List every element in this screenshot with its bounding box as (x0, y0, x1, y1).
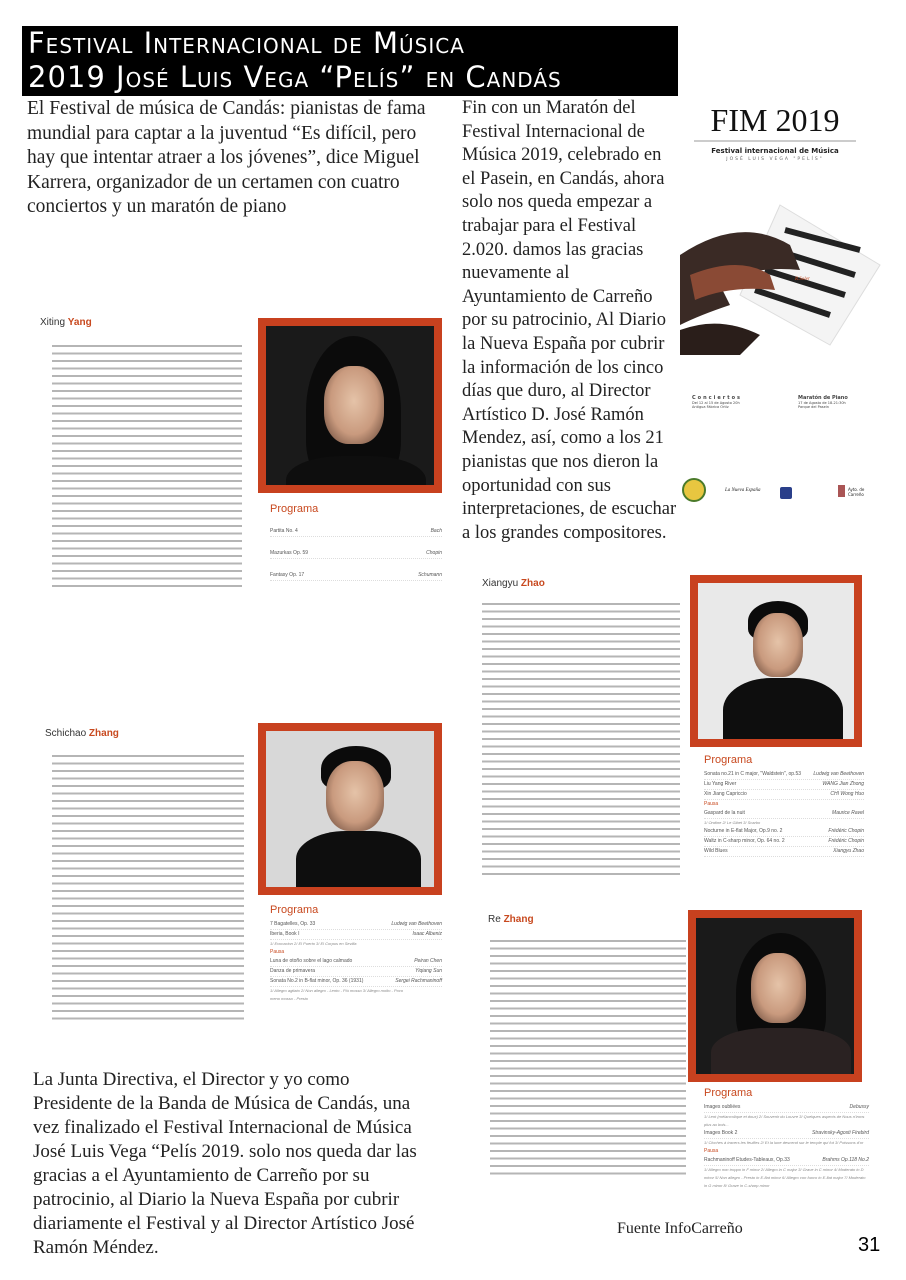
pianist-name: Xiangyu Zhao (482, 578, 545, 589)
closing-text: La Junta Directiva, el Director y yo como Presidente de la Banda de Música de Candás, una vez finalizado el Festival Internacional de Música José Luis Vega “Pelís 2019. solo nos queda dar las gracias a el Ayuntamiento de Carreño por su patrocinio, al Diario la Nueva España por cubrir diariamente el Festival y al Director Artístico José Ramón Méndez. (33, 1069, 417, 1258)
programa-movements: 1/ Cloches à travers les feuilles 2/ Et la lune descend sur le temple qui fut 3/ Poissons d'or (704, 1140, 864, 1145)
pianist-name: Xiting Yang (40, 317, 92, 328)
programa-item: Wild Blues Xiangyu Zhao (704, 847, 864, 857)
pianist-panel-xiangyu-zhao (460, 570, 880, 880)
pianist-panel-re-zhang (460, 905, 880, 1188)
biography-text (52, 752, 244, 1024)
pianist-photo (688, 910, 862, 1082)
pianist-name: Schichao Zhang (45, 728, 119, 739)
programa-item: Mazurkas Op. 59 Chopin (270, 549, 442, 559)
pianist-photo (258, 318, 442, 493)
maraton-place: Parque del Pasein (798, 405, 829, 409)
programa-item: Sonata no.21 in C major, "Waldstein", op.53 Ludwig van Beethoven (704, 770, 864, 780)
programa-item: Rachmaninoff Etudes-Tableaux, Op.33 Brahms Op.118 No.2 (704, 1156, 869, 1166)
pianist-photo (690, 575, 862, 747)
conciertos-dates: Del 12 al 15 de Agosto 20h (692, 401, 740, 405)
programa-heading: Programa (704, 754, 753, 766)
carreno-shield (838, 485, 845, 497)
programa-item: Iberia, Book I Isaac Albeniz (270, 930, 442, 940)
programa-list (270, 503, 442, 593)
programa-item: Fantasy Op. 17 Schumann (270, 571, 442, 581)
programa-item: Gaspard de la nuit Maurice Ravel (704, 809, 864, 819)
maraton-title: Maratón de Piano (798, 395, 848, 401)
programa-item: Liu Yang River WANG Jian Zhong (704, 780, 864, 790)
band-logo (682, 478, 706, 502)
conciertos-title: Conciertos (692, 395, 742, 401)
principado-logo (780, 487, 792, 499)
programa-movements: 1/ Allegro agitato 2/ Non allegro - Lento - Più mosso 3/ Allegro molto - Poco meno mosso - Presto (270, 988, 404, 1001)
programa-item: 7 Bagatelles, Op. 33 Ludwig van Beethoven (270, 920, 442, 930)
biography-text (490, 937, 686, 1175)
right-column-text: Fin con un Maratón del Festival Internacional de Música 2019, celebrado en el Pasein, en Candás, ahora solo nos queda empezar a trabajar para el Festival 2.020. damos las gracias nuevamente al Ayuntamiento de Carreño por su patrocinio, Al Diario la Nueva España por cubrir la información de los cinco días que duro, al Director Artístico D. José Ramón Mendez, así, como a los 21 pianistas que nos dieron la oportunidad con sus interpretaciones, de escuchar a los grandes compositores. (462, 98, 677, 543)
programa-list (270, 904, 442, 1003)
programa-list (704, 754, 864, 857)
pausa-label: Pausa (704, 1148, 719, 1154)
maraton-dates: 17 de Agosto de 18-21:30h (798, 401, 846, 405)
programa-item: Images oubliées Debussy (704, 1103, 869, 1113)
pianist-panel-xiting-yang (22, 300, 445, 600)
programa-movements: 1/ Ondine 2/ Le Gibet 3/ Scarbo (704, 820, 761, 825)
poster-signature: R.Soler (795, 277, 810, 282)
biography-text (52, 342, 242, 592)
programa-heading: Programa (270, 503, 319, 515)
programa-heading: Programa (270, 904, 319, 916)
conciertos-place: Antigua Fábrica Ortiz (692, 405, 729, 409)
pianist-name: Re Zhang (488, 914, 534, 925)
pianist-panel-schichao-zhang (22, 720, 445, 1030)
programa-item: Partita No. 4 Bach (270, 527, 442, 537)
pianist-photo (258, 723, 442, 895)
title-line-1: Festival Internacional de Música (28, 26, 465, 60)
article-title (22, 26, 678, 96)
sponsor-ayto-carreno: Ayto. de Carreño (848, 487, 865, 497)
sponsor-nueva-espana: La Nueva España (725, 488, 761, 493)
programa-movements: 1/ Allegro non troppo in F minor 2/ Allegro in C major 3/ Grave in C minor 4/ Moderato in D minor 5/ Non allegro - Presto in E-flat minor 6/ Allegro con fuoco in E-flat major 7/ Moderato in G minor 8/ Grave in C-sharp minor (704, 1167, 866, 1188)
intro-text: El Festival de música de Candás: pianistas de fama mundial para captar a la juventud “Es difícil, pero hay que intentar atraer a los jóvenes”, dice Miguel Karrera, organizador de un certamen con cuatro conciertos y un maratón de piano (27, 98, 426, 217)
programa-movements: 1/ Lent (mélancolique et doux) 2/ Souvenir du Louvre 3/ Quelques aspects de Nous n'irons plus au bois... (704, 1114, 865, 1127)
programa-movements: 1/ Evocacion 2/ El Puerto 3/ El Corpus en Sevilla (270, 941, 357, 946)
piano-hand-illustration (680, 195, 890, 355)
source-credit: Fuente InfoCarreño (617, 1220, 743, 1237)
pausa-label: Pausa (270, 949, 285, 955)
programa-item: Sonata No.2 in B-flat minor, Op. 36 (1931) Sergei Rachmaninoff (270, 977, 442, 987)
page-number: 31 (858, 1234, 881, 1256)
festival-poster (680, 95, 900, 507)
programa-item: Waltz in C-sharp minor, Op. 64 no. 2 Frédéric Chopin (704, 837, 864, 847)
programa-item: Luna de otoño sobre el lago calmado Peiran Chen (270, 957, 442, 967)
poster-dedication: JOSÉ LUIS VEGA "PELÍS" (726, 157, 824, 162)
poster-logo: FIM 2019 (694, 100, 856, 142)
programa-item: Images Book 2 Stravinsky-Agosti Firebird (704, 1129, 869, 1139)
poster-subtitle: Festival internacional de Música (711, 147, 839, 155)
title-line-2: 2019 José Luis Vega “Pelís” en Candás (28, 60, 562, 94)
pausa-label: Pausa (704, 801, 719, 807)
programa-item: Nocturne in E-flat Major, Op.9 no. 2 Frédéric Chopin (704, 827, 864, 837)
programa-list (704, 1087, 869, 1190)
programa-item: Xin Jiang Capriccio CHI Wong Huo (704, 790, 864, 800)
programa-heading: Programa (704, 1087, 753, 1099)
biography-text (482, 600, 680, 875)
programa-item: Danza de primavera Yiqiang Sun (270, 967, 442, 977)
